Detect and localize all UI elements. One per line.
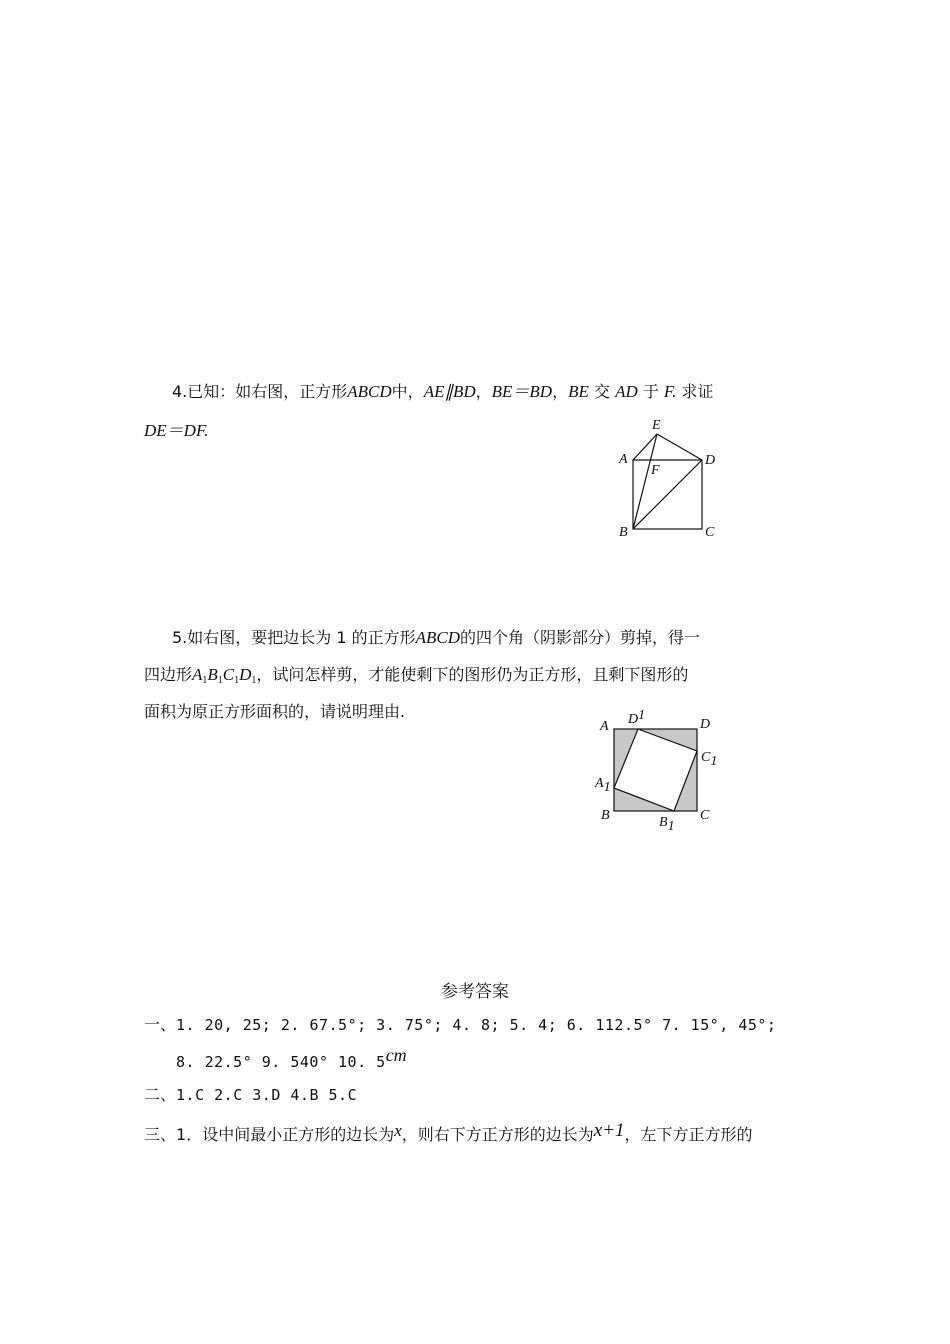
quad-vertex: C [222, 665, 235, 684]
label-B1 [659, 815, 675, 834]
q4-text: 中， [391, 382, 424, 401]
part2-answers: 1.C 2.C 3.D 4.B 5.C [176, 1086, 358, 1104]
label-C1 [701, 750, 717, 769]
q4-square-name: ABCD [347, 382, 392, 401]
part3-text: 1．设中间最小正方形的边长为 [176, 1125, 395, 1144]
label-sub: 1 [667, 819, 675, 834]
q4-figure [610, 412, 730, 542]
part-label: 一、 [144, 1015, 177, 1034]
label-text: D [628, 712, 639, 727]
q5-text: 5.如右图，要把边长为 1 的正方形 [172, 628, 416, 647]
part-label: 三、 [144, 1125, 177, 1144]
label-D: D [705, 453, 716, 468]
label-C: C [705, 525, 715, 540]
q4-parallel: AE∥BD [423, 382, 476, 401]
q4-segment: AD [615, 382, 638, 401]
var-x: x [394, 1121, 402, 1140]
part1-answers: 1. 20, 25; 2. 67.5°; 3. 75°; 4. 8; 5. 4; 6. 112.5° 7. 15°, 45°; [176, 1016, 777, 1034]
label-text: B [659, 815, 668, 830]
answers-part1-line2 [176, 1045, 407, 1073]
label-F: F [651, 463, 660, 478]
q4-text: 4.已知：如右图，正方形 [172, 382, 348, 401]
quad-sub: 1 [202, 675, 208, 686]
label-B: B [601, 808, 610, 823]
q4-text: 于 [637, 382, 664, 401]
part-label: 二、 [144, 1085, 177, 1104]
q5-line-1 [172, 627, 700, 649]
quad-vertex: A [192, 665, 203, 684]
answers-title: 参考答案 [441, 982, 509, 1002]
label-sub: 1 [710, 754, 718, 769]
answers-part2 [144, 1084, 357, 1106]
q4-text: 交 [588, 382, 616, 401]
expr-x-plus-1: x+1 [593, 1120, 625, 1141]
part3-text: ，左下方正方形的 [624, 1125, 753, 1144]
label-D: D [700, 717, 711, 732]
answers-part1-line1 [144, 1014, 776, 1036]
label-sub: 1 [603, 780, 611, 795]
label-A: A [619, 452, 628, 467]
quad-sub: 1 [217, 675, 223, 686]
part1-answers-cont: 8. 22.5° 9. 540° 10. 5 [176, 1053, 386, 1071]
q5-square-name: ABCD [415, 628, 461, 647]
q4-equation: BE＝BD [491, 382, 553, 401]
quad-sub: 1 [234, 675, 240, 686]
q4-text: ， [475, 382, 492, 401]
q5-text: 四边形 [144, 665, 193, 684]
quad-vertex: D [239, 665, 252, 684]
label-C: C [700, 808, 710, 823]
unit: cm [385, 1045, 407, 1065]
label-text: C [701, 750, 711, 765]
q4-segment: BE [568, 382, 589, 401]
label-A: A [600, 719, 609, 734]
q5-quad-name [192, 665, 256, 684]
q4-line-1 [172, 381, 713, 403]
label-B: B [619, 525, 628, 540]
quad-vertex: B [207, 665, 218, 684]
q5-figure [590, 708, 730, 838]
q4-text: 求证 [676, 382, 714, 401]
label-D1 [627, 708, 645, 727]
quad-sub: 1 [251, 675, 257, 686]
label-E: E [652, 418, 661, 433]
label-text: A [595, 776, 604, 791]
part3-text: ，则右下方正方形的边长为 [401, 1125, 594, 1144]
answers-part3 [144, 1120, 753, 1146]
q4-point: F. [663, 382, 677, 401]
q5-line-2 [144, 664, 688, 692]
label-sub: 1 [638, 708, 646, 723]
q5-text: ，试问怎样剪，才能使剩下的图形仍为正方形，且剩下图形的 [256, 665, 689, 684]
q4-text: ， [552, 382, 569, 401]
q4-line-2: DE＝DF. [144, 421, 209, 440]
q5-line-3: 面积为原正方形面积的，请说明理由. [144, 702, 406, 721]
label-A1 [594, 776, 611, 795]
q5-text: 的四个角（阴影部分）剪掉，得一 [460, 628, 701, 647]
